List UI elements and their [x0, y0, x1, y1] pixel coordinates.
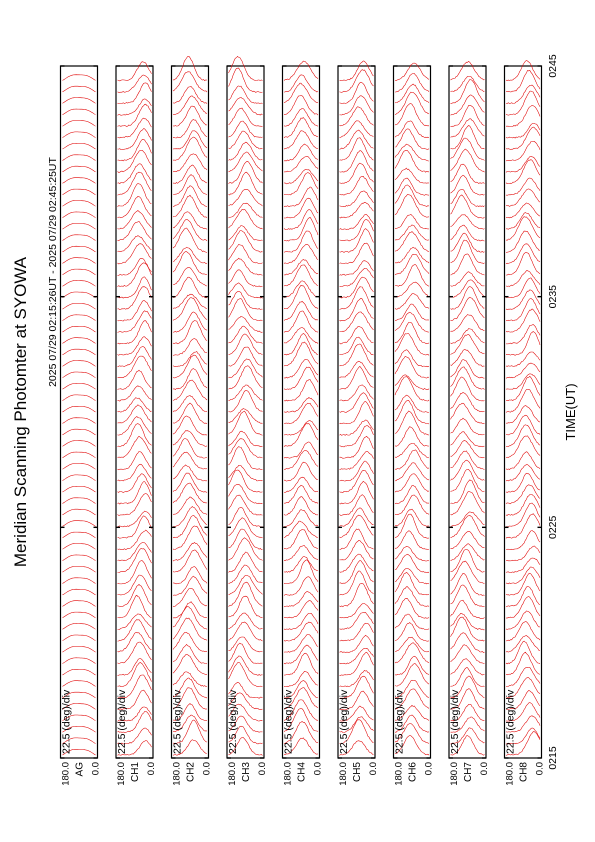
- scale-label: 22.5 (deg)/div: [60, 689, 73, 754]
- x-tick-label: 0235: [547, 284, 559, 309]
- y-tick-label-min: 0.0: [146, 762, 157, 776]
- y-tick-label-max: 180.0: [227, 762, 238, 786]
- panel-frame: [172, 66, 209, 758]
- y-tick-label-min: 0.0: [368, 762, 379, 776]
- y-tick-label-min: 0.0: [312, 762, 324, 776]
- y-tick-label-min: 0.0: [201, 762, 213, 776]
- y-tick-label-min: 0.0: [90, 762, 102, 776]
- y-tick-label-min: 0.0: [423, 762, 435, 776]
- y-tick-label-max: 180.0: [338, 762, 349, 786]
- panel-ch2: [172, 56, 213, 785]
- panel-ch4: [283, 61, 324, 786]
- scale-label: 22.5 (deg)/div: [171, 689, 184, 754]
- scale-label: 22.5 (deg)/div: [282, 689, 295, 754]
- panel-ag: [61, 66, 102, 786]
- panels-group: [61, 56, 546, 785]
- x-tick-label: 0225: [547, 515, 559, 540]
- scale-label: 22.5 (deg)/div: [504, 689, 517, 754]
- x-tick-label: 0245: [547, 54, 559, 78]
- channel-label: CH1: [130, 762, 141, 783]
- panel-ch1: [116, 62, 157, 786]
- y-tick-label-min: 0.0: [534, 762, 546, 776]
- y-tick-label-max: 180.0: [393, 762, 405, 786]
- scale-label: 22.5 (deg)/div: [393, 689, 406, 754]
- x-axis-label: TIME(UT): [563, 383, 578, 441]
- scale-label: 22.5 (deg)/div: [338, 689, 350, 754]
- channel-label: CH8: [518, 762, 530, 783]
- scale-label: 22.5 (deg)/div: [116, 689, 128, 754]
- channel-label: CH5: [352, 762, 363, 783]
- y-tick-label-min: 0.0: [479, 762, 490, 776]
- chart-subtitle: 2025 07/29 02:15:26UT - 2025 07/29 02:45:25UT: [47, 157, 59, 387]
- y-tick-label-max: 180.0: [60, 762, 72, 786]
- y-tick-label-max: 180.0: [449, 762, 460, 786]
- y-tick-label-max: 180.0: [171, 762, 183, 786]
- scale-label: 22.5 (deg)/div: [449, 689, 461, 754]
- y-tick-label-max: 180.0: [282, 762, 294, 786]
- panel-ch5: [338, 61, 379, 786]
- y-tick-label-min: 0.0: [257, 762, 268, 776]
- x-tick-labels: [547, 54, 559, 770]
- panel-ch6: [394, 63, 435, 786]
- panel-ch8: [505, 60, 546, 785]
- y-tick-label-max: 180.0: [504, 762, 516, 786]
- channel-label: AG: [74, 762, 86, 777]
- panel-ch7: [449, 61, 490, 785]
- y-tick-label-max: 180.0: [116, 762, 127, 786]
- channel-label: CH3: [241, 762, 252, 783]
- panel-ch3: [227, 56, 268, 785]
- chart-title: Meridian Scanning Photomter at SYOWA: [11, 256, 30, 568]
- channel-label: CH7: [463, 762, 474, 783]
- channel-label: CH6: [407, 762, 419, 783]
- channel-label: CH2: [185, 762, 197, 783]
- panel-frame: [338, 66, 375, 758]
- x-tick-label: 0215: [547, 746, 559, 770]
- scale-label: 22.5 (deg)/div: [227, 689, 239, 754]
- channel-label: CH4: [296, 762, 308, 783]
